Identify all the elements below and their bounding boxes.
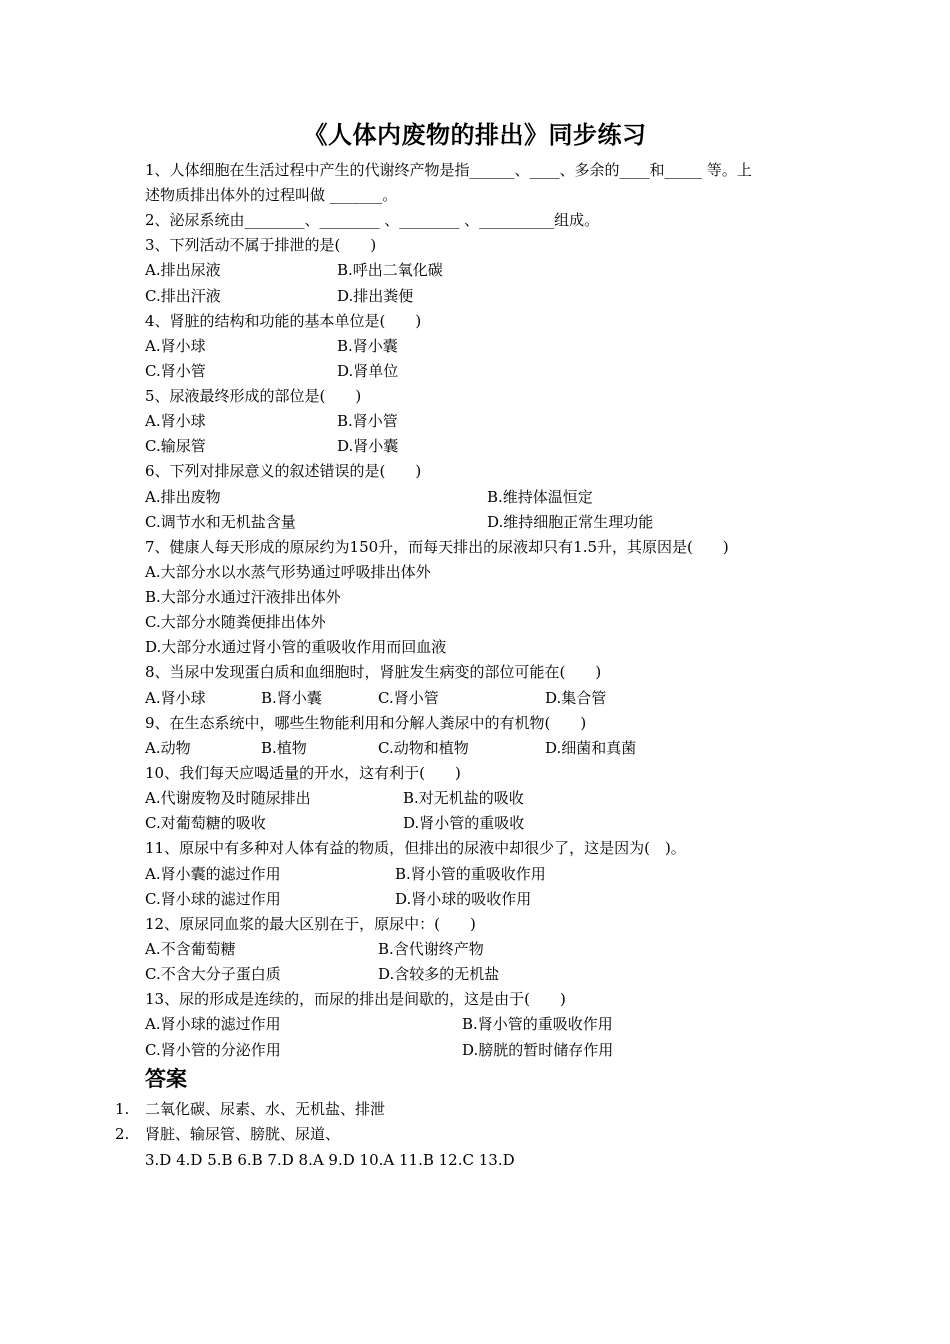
question-8-stem: 8、当尿中发现蛋白质和血细胞时，肾脏发生病变的部位可能在( ): [145, 663, 602, 681]
question-4-stem: 4、肾脏的结构和功能的基本单位是( ): [145, 312, 422, 330]
question-10-option-a: A.代谢废物及时随尿排出: [145, 789, 311, 807]
question-13-option-a: A.肾小球的滤过作用: [145, 1015, 281, 1033]
question-6-option-c: C.调节水和无机盐含量: [145, 513, 296, 531]
question-9-option-b: B.植物: [261, 739, 307, 757]
question-7-option-d: D.大部分水通过肾小管的重吸收作用而回血液: [145, 638, 447, 656]
answer-heading: 答案: [145, 1067, 187, 1091]
question-5-option-a: A.肾小球: [145, 412, 206, 430]
question-6-option-a: A.排出废物: [145, 488, 221, 506]
question-13-option-b: B.肾小管的重吸收作用: [462, 1015, 613, 1033]
question-11-option-b: B.肾小管的重吸收作用: [395, 865, 546, 883]
question-13-stem: 13、尿的形成是连续的，而尿的排出是间歇的，这是由于( ): [145, 990, 566, 1008]
question-7-option-c: C.大部分水随粪便排出体外: [145, 613, 326, 631]
question-3-option-c: C.排出汗液: [145, 287, 221, 305]
question-13-option-d: D.膀胱的暂时储存作用: [462, 1041, 614, 1059]
question-10-option-d: D.肾小管的重吸收: [403, 814, 525, 832]
question-9-option-a: A.动物: [145, 739, 191, 757]
question-12-stem: 12、原尿同血浆的最大区别在于，原尿中：( ): [145, 915, 476, 933]
question-6-option-d: D.维持细胞正常生理功能: [487, 513, 654, 531]
question-1-line-2: 述物质排出体外的过程叫做 _______。: [145, 186, 398, 204]
question-7-option-a: A.大部分水以水蒸气形势通过呼吸排出体外: [145, 563, 431, 581]
question-2: 2、泌尿系统由________、________ 、________ 、__________组成。: [145, 211, 600, 229]
question-12-option-c: C.不含大分子蛋白质: [145, 965, 281, 983]
question-3-option-b: B.呼出二氧化碳: [337, 261, 443, 279]
question-5-option-b: B.肾小管: [337, 412, 398, 430]
question-11-option-a: A.肾小囊的滤过作用: [145, 865, 281, 883]
question-12-option-b: B.含代谢终产物: [378, 940, 484, 958]
question-11-option-d: D.肾小球的吸收作用: [395, 890, 532, 908]
question-3-option-a: A.排出尿液: [145, 261, 221, 279]
answer-item-1-number: 1.: [115, 1100, 130, 1118]
question-10-option-c: C.对葡萄糖的吸收: [145, 814, 266, 832]
question-13-option-c: C.肾小管的分泌作用: [145, 1041, 281, 1059]
question-9-option-c: C.动物和植物: [378, 739, 469, 757]
question-12-option-a: A.不含葡萄糖: [145, 940, 236, 958]
question-5-option-c: C.输尿管: [145, 437, 206, 455]
question-12-option-d: D.含较多的无机盐: [378, 965, 500, 983]
question-3-option-d: D.排出粪便: [337, 287, 414, 305]
answer-item-2-number: 2.: [115, 1125, 130, 1143]
answer-summary: 3.D 4.D 5.B 6.B 7.D 8.A 9.D 10.A 11.B 12.C 13.D: [145, 1151, 515, 1169]
answer-item-2-text: 肾脏、输尿管、膀胱、尿道、: [145, 1125, 341, 1143]
question-10-option-b: B.对无机盐的吸收: [403, 789, 524, 807]
answer-item-1-text: 二氧化碳、尿素、水、无机盐、排泄: [145, 1100, 386, 1118]
question-10-stem: 10、我们每天应喝适量的开水，这有利于( ): [145, 764, 461, 782]
question-4-option-c: C.肾小管: [145, 362, 206, 380]
question-4-option-d: D.肾单位: [337, 362, 399, 380]
question-9-option-d: D.细菌和真菌: [545, 739, 637, 757]
question-6-stem: 6、下列对排尿意义的叙述错误的是( ): [145, 462, 422, 480]
question-11-stem: 11、原尿中有多种对人体有益的物质，但排出的尿液中却很少了，这是因为( )。: [145, 839, 686, 857]
question-4-option-a: A.肾小球: [145, 337, 206, 355]
question-8-option-c: C.肾小管: [378, 689, 439, 707]
question-11-option-c: C.肾小球的滤过作用: [145, 890, 281, 908]
question-9-stem: 9、在生态系统中，哪些生物能利用和分解人粪尿中的有机物( ): [145, 714, 587, 732]
document-title: 《人体内废物的排出》同步练习: [303, 121, 647, 149]
question-8-option-a: A.肾小球: [145, 689, 206, 707]
question-1-line-1: 1、人体细胞在生活过程中产生的代谢终产物是指______、____、多余的____和_____ 等。上: [145, 161, 752, 179]
question-3-stem: 3、下列活动不属于排泄的是( ): [145, 236, 377, 254]
question-5-option-d: D.肾小囊: [337, 437, 399, 455]
question-7-option-b: B.大部分水通过汗液排出体外: [145, 588, 341, 606]
question-7-stem: 7、健康人每天形成的原尿约为150升，而每天排出的尿液却只有1.5升，其原因是( ): [145, 538, 729, 556]
question-5-stem: 5、尿液最终形成的部位是( ): [145, 387, 362, 405]
question-8-option-d: D.集合管: [545, 689, 607, 707]
question-8-option-b: B.肾小囊: [261, 689, 322, 707]
question-6-option-b: B.维持体温恒定: [487, 488, 593, 506]
question-4-option-b: B.肾小囊: [337, 337, 398, 355]
